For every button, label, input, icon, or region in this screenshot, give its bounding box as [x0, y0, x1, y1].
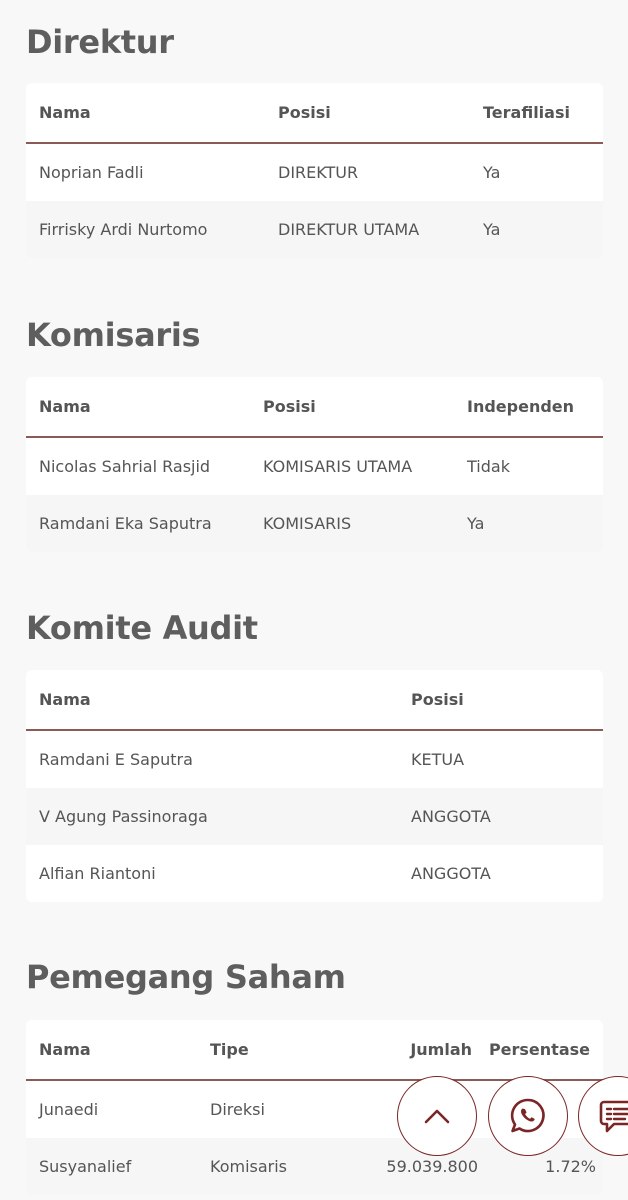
- cell-posisi: DIREKTUR: [278, 163, 359, 182]
- cell-posisi: KOMISARIS UTAMA: [263, 457, 413, 476]
- direktur-table: [26, 83, 603, 258]
- cell-posisi: KETUA: [411, 750, 465, 769]
- komisaris-title: Komisaris: [26, 316, 201, 354]
- chevron-up-icon: [423, 1107, 451, 1125]
- cell-posisi: ANGGOTA: [411, 864, 491, 883]
- table-header: [26, 670, 603, 731]
- komite-audit-title: Komite Audit: [26, 609, 258, 647]
- cell-independen: Tidak: [467, 457, 510, 476]
- column-header-terafiliasi: Terafiliasi: [483, 103, 570, 122]
- column-header-posisi: Posisi: [263, 397, 316, 416]
- komite-audit-table: [26, 670, 603, 902]
- cell-posisi: DIREKTUR UTAMA: [278, 220, 420, 239]
- table-row: [26, 438, 603, 495]
- cell-independen: Ya: [467, 514, 485, 533]
- cell-persentase: 1.72%: [545, 1157, 596, 1176]
- column-header-tipe: Tipe: [210, 1040, 249, 1059]
- table-header: [26, 1020, 603, 1081]
- direktur-title: Direktur: [26, 23, 174, 61]
- cell-posisi: ANGGOTA: [411, 807, 491, 826]
- cell-nama: Noprian Fadli: [39, 163, 144, 182]
- whatsapp-button[interactable]: [488, 1076, 568, 1156]
- cell-tipe: Direksi: [210, 1100, 265, 1119]
- whatsapp-icon: [508, 1096, 548, 1136]
- cell-nama: Ramdani E Saputra: [39, 750, 193, 769]
- cell-nama: V Agung Passinoraga: [39, 807, 208, 826]
- column-header-nama: Nama: [39, 103, 91, 122]
- table-row: [26, 731, 603, 788]
- cell-nama: Firrisky Ardi Nurtomo: [39, 220, 208, 239]
- column-header-persentase: Persentase: [488, 1040, 590, 1059]
- table-header: [26, 83, 603, 144]
- cell-nama: Junaedi: [39, 1100, 99, 1119]
- column-header-posisi: Posisi: [278, 103, 331, 122]
- table-row: [26, 144, 603, 201]
- scroll-to-top-button[interactable]: [397, 1076, 477, 1156]
- cell-terafiliasi: Ya: [483, 163, 501, 182]
- table-row: [26, 788, 603, 845]
- cell-tipe: Komisaris: [210, 1157, 288, 1176]
- column-header-nama: Nama: [39, 1040, 91, 1059]
- chat-icon: [598, 1096, 628, 1136]
- table-row: [26, 845, 603, 902]
- column-header-jumlah: Jumlah: [410, 1040, 472, 1059]
- table-header: [26, 377, 603, 438]
- cell-jumlah: 59.039.800: [386, 1157, 478, 1176]
- column-header-independen: Independen: [467, 397, 575, 416]
- pemegang-saham-title: Pemegang Saham: [26, 958, 346, 996]
- cell-nama: Ramdani Eka Saputra: [39, 514, 212, 533]
- table-row: [26, 201, 603, 258]
- column-header-nama: Nama: [39, 690, 91, 709]
- cell-nama: Susyanalief: [39, 1157, 132, 1176]
- cell-nama: Alfian Riantoni: [39, 864, 156, 883]
- column-header-nama: Nama: [39, 397, 91, 416]
- cell-terafiliasi: Ya: [483, 220, 501, 239]
- table-row: [26, 495, 603, 552]
- column-header-posisi: Posisi: [411, 690, 464, 709]
- komisaris-table: [26, 377, 603, 552]
- cell-nama: Nicolas Sahrial Rasjid: [39, 457, 211, 476]
- cell-posisi: KOMISARIS: [263, 514, 352, 533]
